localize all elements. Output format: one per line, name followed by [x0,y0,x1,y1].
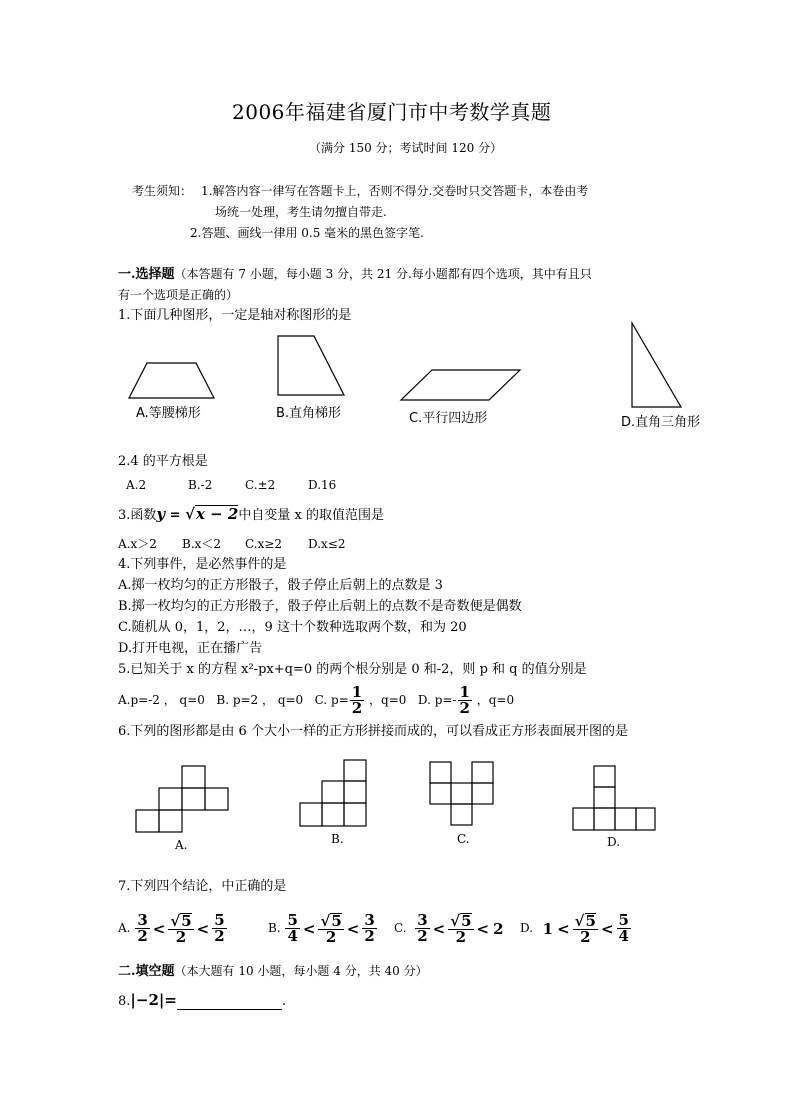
q7c-two: 2 [493,919,504,938]
q5-frac-den-d: 2 [459,699,470,717]
q8-abs-value: −2 [135,991,159,1009]
q7b-f1 [285,913,299,944]
net-a [136,766,228,832]
q1-label-c: C.平行四边形 [409,411,488,426]
q3-stem [118,505,384,524]
q7c-sqrt5: 5 [461,911,472,930]
q7a-f3-num: 5 [214,911,225,929]
q7b-f2 [318,913,343,945]
q5-frac-num-d: 1 [459,683,470,701]
q3-radical-sign: √ [185,505,195,523]
q7a-sqrt5: 5 [181,911,192,930]
q3-option-a: A.x＞2 [118,537,157,551]
q5-option-b: B. p=2 ， q=0 [216,693,304,707]
q7-letter-a: A. [118,921,131,935]
q2-option-a: A.2 [126,478,147,492]
notice-item-1b: 场统一处理，考生请勿擅自带走. [215,205,387,219]
q5-option-c-pre: C. p= [314,693,349,707]
q6-label-d: D. [607,835,621,849]
q8-end: . [281,994,287,1009]
q2-option-b: B.-2 [188,478,213,492]
q7b-f3 [362,913,376,944]
q5-frac-den: 2 [351,699,363,717]
q4-option-b: B.掷一枚均匀的正方形骰子，骰子停止后朝上的点数不是奇数便是偶数 [118,599,522,614]
q3-option-c: C.x≥2 [245,537,283,551]
q7d-f1-den: 2 [580,927,591,946]
q7a-f1-den: 2 [137,927,148,945]
q1-label-b: B.直角梯形 [276,406,342,421]
q3-option-d: D.x≤2 [308,537,346,551]
q7d-f2-den: 4 [618,927,629,945]
q3-stem-b: 中自变量 x 的取值范围是 [238,508,384,523]
net-c [430,762,493,825]
q6-stem: 6.下列的图形都是由 6 个大小一样的正方形拼接而成的，可以看成正方形表面展开图的是 [118,724,628,739]
q7c-f2 [448,913,473,945]
q7c-lt2: < [476,919,490,938]
q5-frac-num: 1 [351,683,363,701]
q4-stem: 4.下列事件，是必然事件的是 [118,557,287,572]
q8-eq: = [164,991,177,1009]
q7c-f1-num: 3 [417,911,428,929]
q7-option-a [118,908,228,949]
q7d-f1-num: √5 [574,911,596,930]
net-d [573,766,655,830]
q7c-f2-den: 2 [455,927,467,946]
q5-option-d-fraction [458,685,472,716]
parallelogram-shape [401,370,520,400]
notice-label: 考生须知： [132,184,193,198]
q4-option-a: A.掷一枚均匀的正方形骰子，骰子停止后朝上的点数是 3 [118,578,443,593]
q7b-f3-num: 3 [364,911,375,929]
q7c-f1 [415,913,429,944]
q7b-f1-num: 5 [287,911,298,929]
q8-answer-blank[interactable] [177,995,282,1010]
q7d-f2-num: 5 [618,911,629,929]
q6-label-b: B. [331,832,344,846]
q7-option-c [394,908,506,949]
q5-option-c-post: ，q=0 [369,693,407,707]
section2-heading: 二.填空题 [118,964,175,979]
q7-option-b [268,908,378,949]
q7-letter-c: C. [394,921,407,935]
q7c-f1-den: 2 [417,927,428,945]
q8-abs-bar-right: | [158,991,165,1009]
section1-heading: 一.选择题 [118,267,175,282]
q7a-f3-den: 2 [214,927,225,945]
section1-desc-a: （本答题有 7 小题，每小题 3 分，共 21 分.每小题都有四个选项，其中有且只 [174,267,592,281]
q7a-lt1: < [152,919,166,938]
q7d-sqrt5: 5 [585,911,596,930]
q7d-one: 1 [542,919,554,938]
q3-formula-eq: = [165,508,186,523]
q7b-f2-den: 2 [325,927,337,946]
net-b [300,760,366,826]
q5-option-a: A.p=-2 ， q=0 [118,693,205,707]
q8-num: 8. [118,994,131,1009]
q7a-f2-den: 2 [175,927,187,946]
q7a-f3 [212,913,226,944]
q6-label-c: C. [457,832,470,846]
q7a-f2-num: √5 [170,911,192,930]
q5-option-d-post: ，q=0 [476,693,515,707]
q7b-lt1: < [302,919,316,938]
page-subtitle: （满分 150 分；考试时间 120 分） [309,141,503,155]
q8-abs-bar-left: | [130,991,136,1009]
q3-stem-a: 3.函数 [118,508,157,523]
q7b-f3-den: 2 [364,927,375,945]
q5-options [118,684,514,716]
q7d-f2 [617,913,631,944]
q7a-f1 [135,913,149,944]
q3-formula-rad: x − 2 [195,505,239,523]
q7b-sqrt5: 5 [331,911,342,930]
notice-item-2: 2.答题、画线一律用 0.5 毫米的黑色签字笔. [190,226,424,240]
q7a-lt2: < [196,919,210,938]
q7-option-d [520,908,632,949]
q7-letter-b: B. [268,921,281,935]
q7-letter-d: D. [520,921,534,935]
q1-stem: 1.下面几种图形，一定是轴对称图形的是 [118,308,352,323]
q7d-f1 [573,913,598,945]
notice-item-1a: 1.解答内容一律写在答题卡上，否则不得分.交卷时只交答题卡，本卷由考 [201,184,589,198]
page-title: 2006年福建省厦门市中考数学真题 [232,100,552,124]
q1-label-d: D.直角三角形 [621,415,701,430]
q7d-lt2: < [600,919,614,938]
q7a-f2 [168,913,193,945]
q5-option-d-pre: D. p=- [417,693,457,707]
q7d-lt1: < [557,919,570,938]
q7a-f1-num: 3 [137,911,148,929]
q7b-lt2: < [346,919,360,938]
q7b-f1-den: 4 [287,927,298,945]
q4-option-d: D.打开电视，正在播广告 [118,641,263,656]
right-trapezoid-shape [278,336,344,395]
q6-label-a: A. [175,838,188,852]
q7-stem: 7.下列四个结论，中正确的是 [118,879,287,894]
q5-stem: 5.已知关于 x 的方程 x²-px+q=0 的两个根分别是 0 和-2，则 p 和 q 的值分别是 [118,662,587,677]
q3-formula-y: y [156,505,166,523]
section2-desc: （本大题有 10 小题，每小题 4 分，共 40 分） [174,964,428,978]
q8-line [118,992,286,1010]
q7c-lt1: < [432,919,446,938]
q2-option-d: D.16 [308,478,337,492]
section1-desc-b: 有一个选项是正确的） [118,288,239,302]
q7c-f2-num: √5 [450,911,472,930]
q7b-f2-num: √5 [320,911,342,930]
q2-option-c: C.±2 [245,478,276,492]
q4-option-c: C.随机从 0，1，2，…，9 这十个数种选取两个数，和为 20 [118,620,467,635]
q3-option-b: B.x＜2 [182,537,222,551]
q1-label-a: A.等腰梯形 [136,406,201,421]
q2-stem: 2.4 的平方根是 [118,454,208,469]
right-triangle-shape [632,323,681,407]
isosceles-trapezoid-shape [129,363,214,398]
q5-option-c-fraction [350,685,364,716]
section2-line [118,963,428,980]
